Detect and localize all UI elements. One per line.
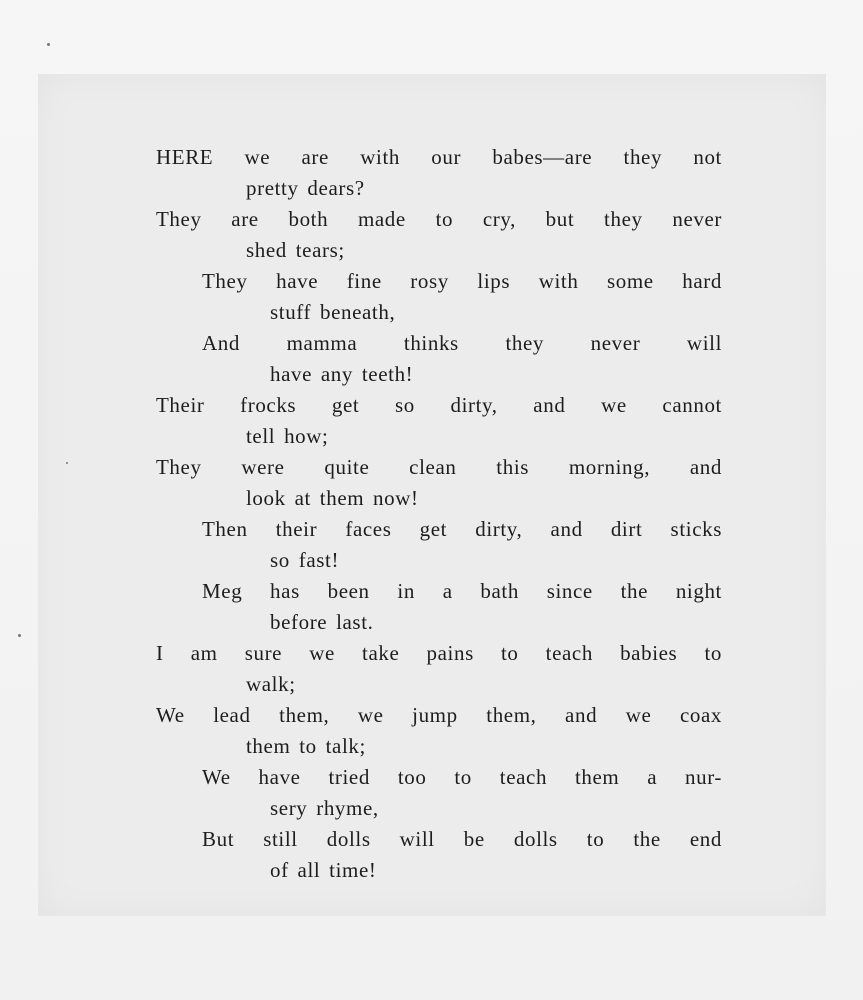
poem-line: Their frocks get so dirty, and we cannot bbox=[156, 393, 722, 417]
poem-line: so fast! bbox=[270, 548, 340, 572]
poem-line: tell how; bbox=[246, 424, 329, 448]
poem-line: them to talk; bbox=[246, 734, 366, 758]
poem-line: walk; bbox=[246, 672, 296, 696]
poem-line: Meg has been in a bath since the night bbox=[202, 579, 722, 603]
poem-line: shed tears; bbox=[246, 238, 345, 262]
poem-line: But still dolls will be dolls to the end bbox=[202, 827, 722, 851]
poem-line: They have fine rosy lips with some hard bbox=[202, 269, 722, 293]
paper-speck bbox=[47, 43, 50, 46]
poem-line: pretty dears? bbox=[246, 176, 365, 200]
poem-line: And mamma thinks they never will bbox=[202, 331, 722, 355]
poem-line: I am sure we take pains to teach babies to bbox=[156, 641, 722, 665]
poem-text bbox=[0, 142, 863, 902]
poem-line: They were quite clean this morning, and bbox=[156, 455, 722, 479]
poem-line: before last. bbox=[270, 610, 374, 634]
poem-line: They are both made to cry, but they never bbox=[156, 207, 722, 231]
poem-line: look at them now! bbox=[246, 486, 419, 510]
poem-line: have any teeth! bbox=[270, 362, 414, 386]
poem-line: stuff beneath, bbox=[270, 300, 396, 324]
poem-line: Then their faces get dirty, and dirt sticks bbox=[202, 517, 722, 541]
poem-line: of all time! bbox=[270, 858, 377, 882]
poem-line: We have tried too to teach them a nur- bbox=[202, 765, 722, 789]
poem-line: sery rhyme, bbox=[270, 796, 379, 820]
poem-line: We lead them, we jump them, and we coax bbox=[156, 703, 722, 727]
poem-line: HERE we are with our babes—are they not bbox=[156, 145, 722, 169]
